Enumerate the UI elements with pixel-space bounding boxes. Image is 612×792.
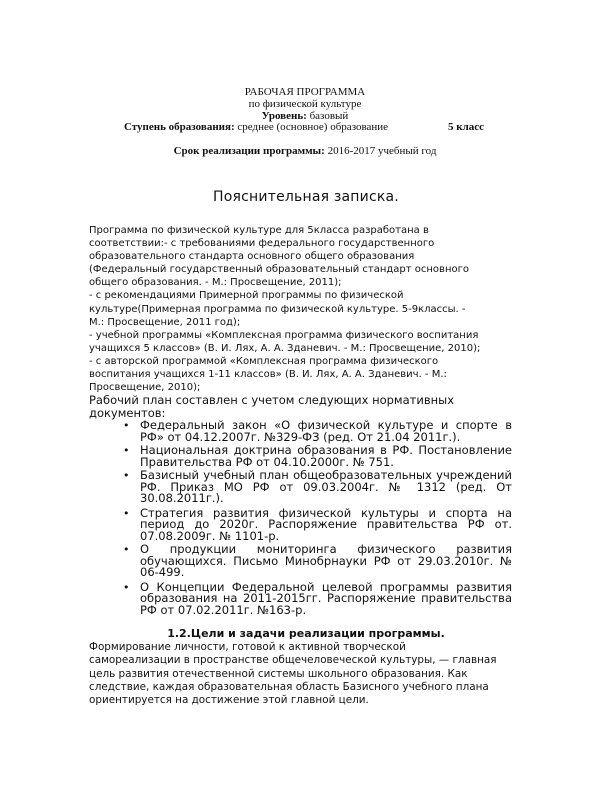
stage-value: среднее (основное) образование xyxy=(234,121,389,133)
stage-label: Ступень образования: xyxy=(124,121,235,133)
list-item: • О продукции мониторинга физического развития обучающихся. Письмо Минобрнауки РФ от 29.03.2010г. № 06-499. xyxy=(120,544,512,579)
education-stage xyxy=(124,121,494,133)
list-item: • Базисный учебный план общеобразовательных учреждений РФ. Приказ МО РФ от 09.03.2004г. № 1312 (ред. От 30.08.2011г.). xyxy=(120,470,512,505)
level-value: базовый xyxy=(306,110,349,122)
intro-line: - с рекомендациями Примерной программы по физической xyxy=(89,290,404,302)
intro-line: Просвещение, 2010); xyxy=(89,382,201,394)
intro-line: воспитания учащихся 1-11 классов» (В. И. Лях, А. А. Зданевич. - М.: xyxy=(89,369,447,381)
goals-line: ориентируется на достижение этой главной цели. xyxy=(89,694,369,707)
grade-label: 5 класс xyxy=(448,121,485,133)
program-title: РАБОЧАЯ ПРОГРАММА xyxy=(244,86,366,98)
list-item: • Национальная доктрина образования в РФ. Постановление Правительства РФ от 04.10.2000г. № 751. xyxy=(120,445,512,468)
intro-line: общего образования. - М.: Просвещение, 2011); xyxy=(89,277,342,289)
goals-line: Формирование личности, готовой к активной творческой xyxy=(89,641,406,653)
intro-line: культуре(Примерная программа по физической культуре. 5-9классы. - xyxy=(89,303,466,315)
intro-line: Программа по физической культуре для 5класса разработана в xyxy=(89,225,429,236)
goals-line: цель развития отечественной системы школьного образования. Как xyxy=(89,667,468,680)
program-subject: по физической культуре xyxy=(248,98,362,110)
goals-line: следствие, каждая образовательная область Базисного учебного плана xyxy=(89,680,489,693)
explanatory-note-title: Пояснительная записка. xyxy=(213,189,399,205)
term-value: 2016-2017 учебный год xyxy=(324,145,437,157)
term-label: Срок реализации программы: xyxy=(173,145,325,157)
goals-paragraph xyxy=(89,641,529,707)
intro-paragraph xyxy=(89,224,525,394)
section-heading: 1.2.Цели и задачи реализации программы. xyxy=(167,627,445,640)
program-term xyxy=(120,145,490,157)
level-label: Уровень: xyxy=(261,110,307,122)
intro-line: соответствии:- с требованиями федерального государственного xyxy=(89,238,435,250)
intro-line: учащихся 5 классов» (В. И. Лях, А. А. Зданевич. - М.: Просвещение, 2010); xyxy=(89,342,481,354)
list-item: • О Концепции Федеральной целевой программы развития образования на 2011-2015гг. Распоряжение правительства РФ от 07.02.2011г. №163-р. xyxy=(120,582,512,617)
plan-intro: Рабочий план составлен с учетом следующих нормативных документов: xyxy=(89,393,455,420)
goals-line: самореализации в пространстве общечеловеческой культуры, — главная xyxy=(89,654,497,667)
intro-line: М.: Просвещение, 2011 год); xyxy=(89,316,241,328)
documents-list xyxy=(120,420,512,616)
list-item: • Стратегия развития физической культуры и спорта на период до 2020г. Распоряжение правительства РФ от. 07.08.2009г. № 1101-р. xyxy=(120,508,512,543)
intro-line: (Федеральный государственный образовательный стандарт основного xyxy=(89,264,469,276)
intro-line: образовательного стандарта основного общего образования xyxy=(89,251,415,263)
intro-line: - учебной программы «Комплексная программа физического воспитания xyxy=(89,329,479,341)
list-item: • Федеральный закон «О физической культуре и спорте в РФ» от 04.12.2007г. №329-ФЗ (ред. От 21.04 2011г.). xyxy=(120,420,512,443)
intro-line: - с авторской программой «Комплексная программа физического xyxy=(89,355,439,367)
